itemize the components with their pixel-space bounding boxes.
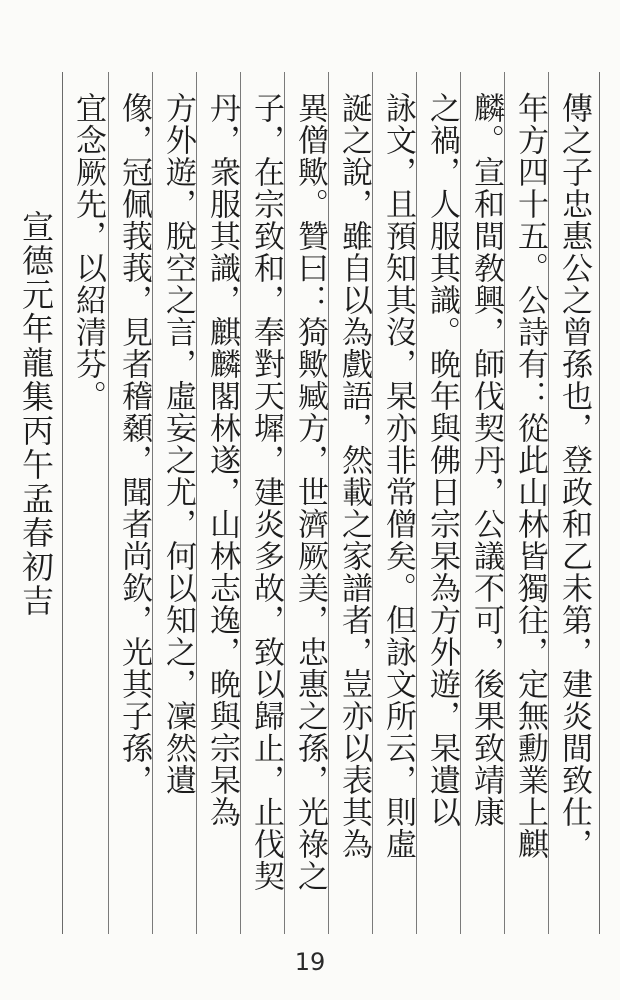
text-column-7: 異僧歟。贊曰：猗歟臧方，世濟厥美，忠惠之孫，光祿之 (292, 92, 328, 892)
text-column-1: 傳之子忠惠公之曾孫也，登政和乙未第，建炎間致仕， (556, 92, 592, 860)
text-column-6: 誕之說，雖自以為戲語，然載之家譜者，豈亦以表其為 (336, 92, 372, 860)
page-number: 19 (294, 948, 326, 976)
text-column-8: 子，在宗致和，奉對天墀，建炎多故，致以歸止，止伐契 (248, 92, 284, 892)
date-colophon: 宣德元年龍集丙午孟春初吉 (17, 210, 55, 618)
text-column-3: 麟。宣和間敎興，師伐契丹，公議不可，後果致靖康 (468, 92, 504, 828)
text-column-2: 年方四十五。公詩有：從此山林皆獨往，定無勳業上麒 (512, 92, 548, 860)
text-column-11: 像，冠佩莪莪，見者稽顙，聞者尚欽，光其子孫， (116, 92, 152, 796)
text-column-5: 詠文，且預知其沒，杲亦非常僧矣。但詠文所云，則虛 (380, 92, 416, 860)
text-column-10: 方外遊，脫空之言，虛妄之尤，何以知之，凜然遺 (160, 92, 196, 796)
text-column-4: 之禍，人服其識。晩年與佛日宗杲為方外遊，杲遺以 (424, 92, 460, 828)
text-column-12: 宜念厥先，以紹清芬。 (70, 92, 106, 412)
text-column-9: 丹，衆服其識，麒麟閣林遂，山林志逸，晩與宗杲為 (204, 92, 240, 828)
